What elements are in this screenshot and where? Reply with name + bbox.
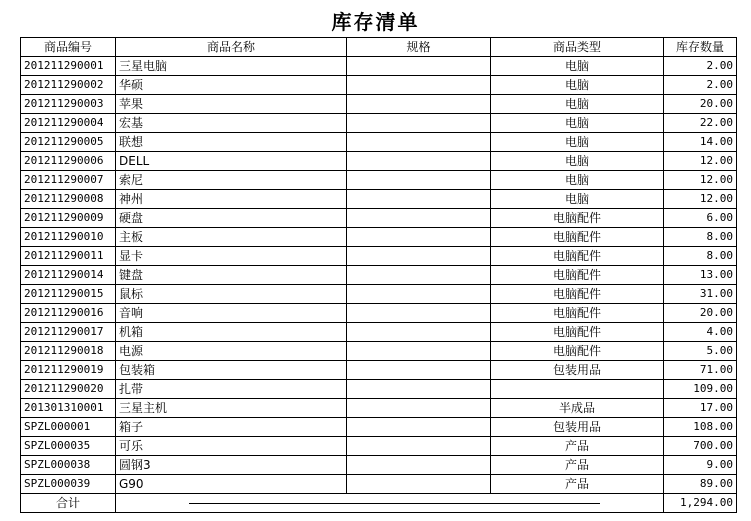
row-name: 箱子 (116, 418, 347, 437)
row-quantity: 9.00 (664, 456, 737, 475)
row-spec (347, 190, 491, 209)
row-code: SPZL000001 (21, 418, 116, 437)
row-code: 201211290002 (21, 76, 116, 95)
row-quantity: 17.00 (664, 399, 737, 418)
row-spec (347, 304, 491, 323)
row-spec (347, 171, 491, 190)
row-type: 电脑配件 (491, 304, 664, 323)
row-name: 宏基 (116, 114, 347, 133)
row-quantity: 22.00 (664, 114, 737, 133)
row-spec (347, 437, 491, 456)
row-type (491, 380, 664, 399)
row-spec (347, 228, 491, 247)
row-name: 圆钢3 (116, 456, 347, 475)
row-spec (347, 247, 491, 266)
table-row (21, 323, 737, 342)
row-quantity: 71.00 (664, 361, 737, 380)
table-row (21, 114, 737, 133)
row-name: 苹果 (116, 95, 347, 114)
table-row (21, 228, 737, 247)
row-spec (347, 399, 491, 418)
row-spec (347, 95, 491, 114)
row-spec (347, 361, 491, 380)
table-row (21, 399, 737, 418)
row-type: 电脑 (491, 190, 664, 209)
total-separator-cell (116, 494, 664, 513)
row-quantity: 31.00 (664, 285, 737, 304)
row-type: 产品 (491, 475, 664, 494)
row-type: 产品 (491, 437, 664, 456)
table-row (21, 152, 737, 171)
row-name: 机箱 (116, 323, 347, 342)
row-type: 电脑配件 (491, 342, 664, 361)
row-spec (347, 456, 491, 475)
row-name: 可乐 (116, 437, 347, 456)
table-row (21, 342, 737, 361)
row-code: 201211290018 (21, 342, 116, 361)
row-spec (347, 418, 491, 437)
row-spec (347, 285, 491, 304)
row-code: 201211290016 (21, 304, 116, 323)
row-spec (347, 57, 491, 76)
row-quantity: 109.00 (664, 380, 737, 399)
row-quantity: 2.00 (664, 57, 737, 76)
table-row (21, 76, 737, 95)
row-quantity: 13.00 (664, 266, 737, 285)
row-spec (347, 342, 491, 361)
total-separator-line (189, 503, 600, 504)
row-name: 音响 (116, 304, 347, 323)
row-spec (347, 76, 491, 95)
row-code: 201211290015 (21, 285, 116, 304)
row-quantity: 8.00 (664, 228, 737, 247)
row-name: G90 (116, 475, 347, 494)
row-code: 201211290009 (21, 209, 116, 228)
row-quantity: 20.00 (664, 95, 737, 114)
table-row (21, 190, 737, 209)
row-quantity: 6.00 (664, 209, 737, 228)
row-spec (347, 266, 491, 285)
row-type: 电脑 (491, 171, 664, 190)
row-type: 电脑 (491, 152, 664, 171)
row-quantity: 2.00 (664, 76, 737, 95)
table-row (21, 171, 737, 190)
row-type: 半成品 (491, 399, 664, 418)
row-name: 电源 (116, 342, 347, 361)
row-type: 包装用品 (491, 361, 664, 380)
row-type: 电脑配件 (491, 323, 664, 342)
row-type: 电脑 (491, 57, 664, 76)
row-name: 华硕 (116, 76, 347, 95)
column-header-qty: 库存数量 (664, 38, 737, 57)
table-row (21, 418, 737, 437)
column-header-spec: 规格 (347, 38, 491, 57)
table-row (21, 209, 737, 228)
row-code: SPZL000039 (21, 475, 116, 494)
row-type: 电脑配件 (491, 209, 664, 228)
table-row (21, 95, 737, 114)
row-quantity: 20.00 (664, 304, 737, 323)
row-type: 电脑配件 (491, 266, 664, 285)
row-spec (347, 114, 491, 133)
row-code: SPZL000038 (21, 456, 116, 475)
row-quantity: 8.00 (664, 247, 737, 266)
row-type: 包装用品 (491, 418, 664, 437)
row-name: 键盘 (116, 266, 347, 285)
row-code: 201211290007 (21, 171, 116, 190)
row-code: SPZL000035 (21, 437, 116, 456)
table-row (21, 247, 737, 266)
column-header-type: 商品类型 (491, 38, 664, 57)
row-name: 神州 (116, 190, 347, 209)
row-spec (347, 475, 491, 494)
table-row (21, 361, 737, 380)
row-quantity: 700.00 (664, 437, 737, 456)
table-row (21, 475, 737, 494)
row-code: 201211290011 (21, 247, 116, 266)
row-spec (347, 380, 491, 399)
total-quantity: 1,294.00 (664, 494, 737, 513)
row-spec (347, 152, 491, 171)
table-row (21, 437, 737, 456)
inventory-table (20, 37, 737, 513)
row-name: 联想 (116, 133, 347, 152)
total-label: 合计 (21, 494, 116, 513)
row-name: 主板 (116, 228, 347, 247)
row-spec (347, 323, 491, 342)
row-code: 201301310001 (21, 399, 116, 418)
row-spec (347, 133, 491, 152)
row-type: 电脑配件 (491, 228, 664, 247)
table-row (21, 304, 737, 323)
row-quantity: 4.00 (664, 323, 737, 342)
row-name: 三星电脑 (116, 57, 347, 76)
row-type: 电脑 (491, 95, 664, 114)
row-name: 鼠标 (116, 285, 347, 304)
row-name: 硬盘 (116, 209, 347, 228)
row-quantity: 12.00 (664, 190, 737, 209)
row-code: 201211290001 (21, 57, 116, 76)
row-quantity: 89.00 (664, 475, 737, 494)
row-quantity: 12.00 (664, 171, 737, 190)
row-code: 201211290006 (21, 152, 116, 171)
table-row (21, 456, 737, 475)
row-code: 201211290010 (21, 228, 116, 247)
table-row (21, 380, 737, 399)
row-name: 显卡 (116, 247, 347, 266)
row-code: 201211290017 (21, 323, 116, 342)
row-quantity: 108.00 (664, 418, 737, 437)
table-row (21, 133, 737, 152)
row-name: DELL (116, 152, 347, 171)
total-row (21, 494, 737, 513)
table-header-row (21, 38, 737, 57)
row-type: 产品 (491, 456, 664, 475)
row-quantity: 14.00 (664, 133, 737, 152)
row-code: 201211290014 (21, 266, 116, 285)
row-code: 201211290008 (21, 190, 116, 209)
row-code: 201211290003 (21, 95, 116, 114)
row-type: 电脑配件 (491, 247, 664, 266)
row-name: 索尼 (116, 171, 347, 190)
row-type: 电脑 (491, 76, 664, 95)
row-code: 201211290004 (21, 114, 116, 133)
page-title: 库存清单 (331, 10, 420, 34)
column-header-code: 商品编号 (21, 38, 116, 57)
table-row (21, 266, 737, 285)
row-type: 电脑配件 (491, 285, 664, 304)
row-name: 扎带 (116, 380, 347, 399)
column-header-name: 商品名称 (116, 38, 347, 57)
row-code: 201211290005 (21, 133, 116, 152)
row-spec (347, 209, 491, 228)
row-quantity: 12.00 (664, 152, 737, 171)
row-quantity: 5.00 (664, 342, 737, 361)
row-code: 201211290019 (21, 361, 116, 380)
row-code: 201211290020 (21, 380, 116, 399)
row-type: 电脑 (491, 114, 664, 133)
row-type: 电脑 (491, 133, 664, 152)
row-name: 三星主机 (116, 399, 347, 418)
table-row (21, 57, 737, 76)
table-row (21, 285, 737, 304)
row-name: 包装箱 (116, 361, 347, 380)
